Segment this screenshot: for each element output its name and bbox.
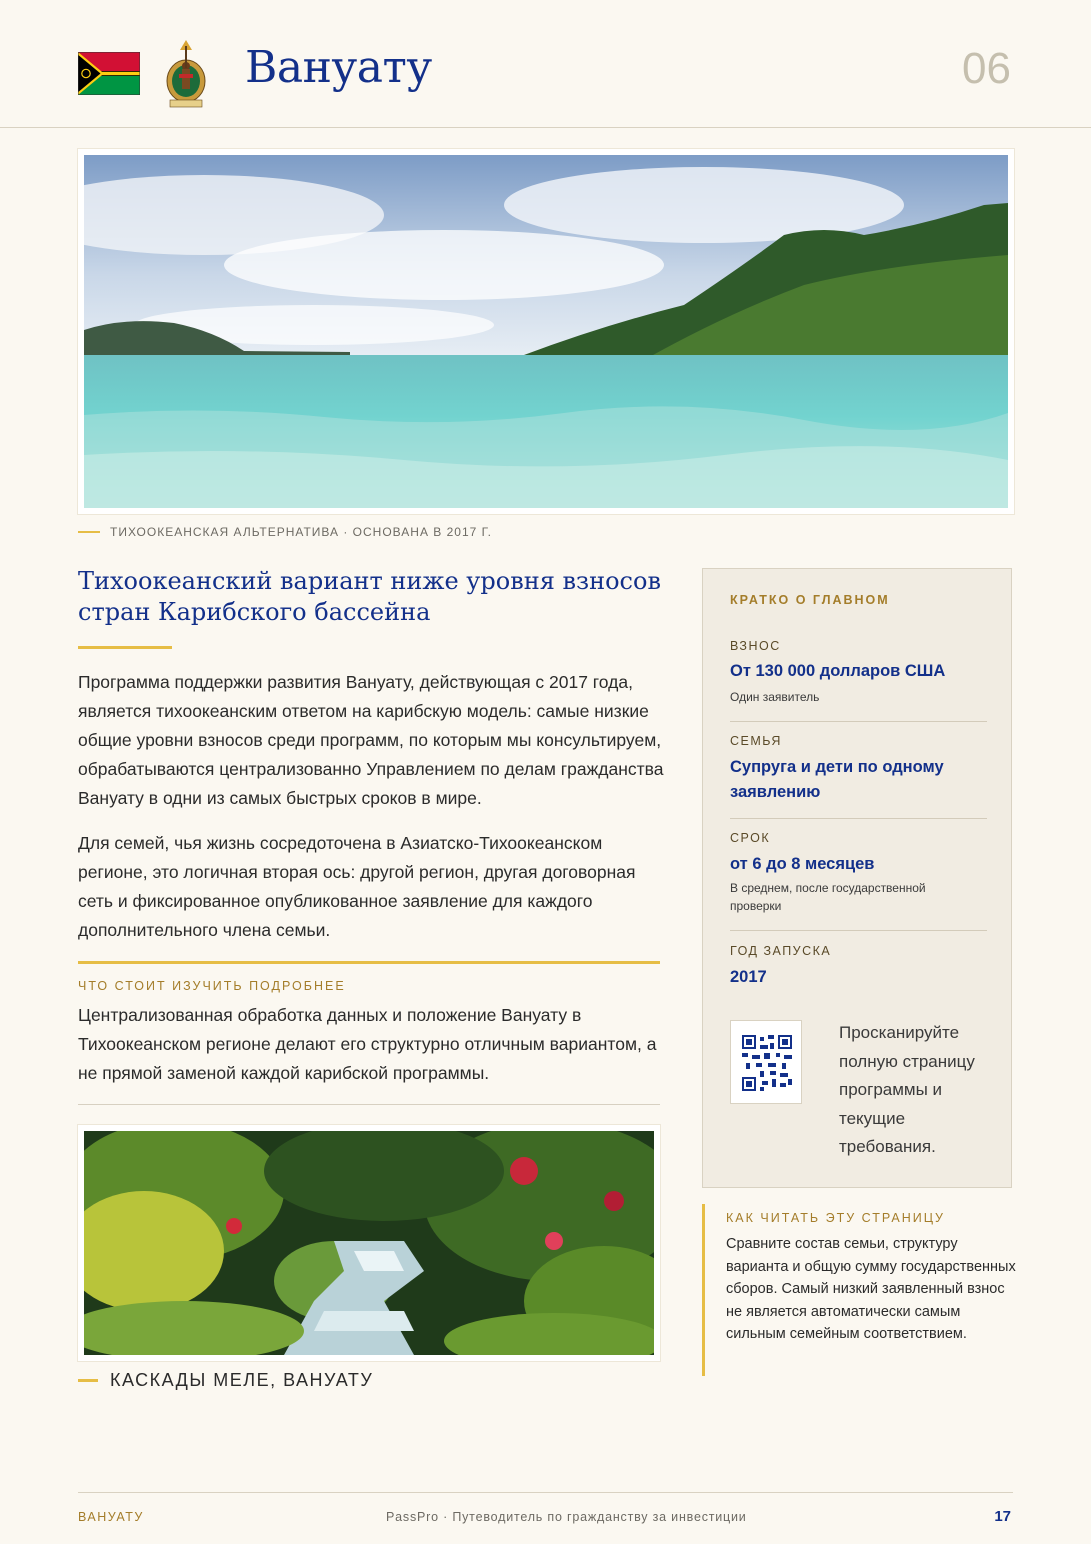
- section-divider: [78, 1104, 660, 1105]
- family-label: СЕМЬЯ: [730, 734, 782, 748]
- timeline-value: от 6 до 8 месяцев: [730, 855, 875, 873]
- mele-cascades-image: [84, 1131, 654, 1355]
- lagoon-image: [84, 155, 1008, 508]
- facts-divider: [730, 721, 987, 722]
- explore-label: ЧТО СТОИТ ИЗУЧИТЬ ПОДРОБНЕЕ: [78, 979, 346, 993]
- key-facts-title: КРАТКО О ГЛАВНОМ: [730, 593, 890, 607]
- footer-publication: PassPro · Путеводитель по гражданству за инвестиции: [386, 1510, 747, 1524]
- hero-caption: [78, 525, 492, 539]
- fee-value: От 130 000 долларов США: [730, 662, 946, 680]
- chapter-number: 06: [962, 44, 1011, 93]
- qr-instructions: Просканируйте полную страницу программы и текущие требования.: [839, 1023, 975, 1156]
- waterfall-photo: [78, 1125, 660, 1361]
- hero-photo: [78, 149, 1014, 514]
- waterfall-caption-text: КАСКАДЫ МЕЛЕ, ВАНУАТУ: [110, 1370, 374, 1390]
- timeline-label: СРОК: [730, 831, 771, 845]
- launch-label: ГОД ЗАПУСКА: [730, 944, 832, 958]
- footer-section: ВАНУАТУ: [78, 1510, 144, 1524]
- facts-divider: [730, 930, 987, 931]
- page-header: [0, 0, 1091, 128]
- launch-value: 2017: [730, 968, 767, 986]
- qr-code-icon: [742, 1035, 792, 1091]
- article-paragraph-1: Программа поддержки развития Вануату, действующая с 2017 года, является тихоокеанским ответом на карибскую модель: самые низкие общие уровни взносов среди программ, по которым мы консультируем, обрабатываются централизованно Управлением по делам гражданства Вануату в одни из самых быстрых сроков в мире.: [78, 672, 664, 808]
- caption-dash: [78, 531, 100, 533]
- explore-divider: [78, 961, 660, 964]
- article-headline: Тихоокеанский вариант ниже уровня взносов стран Карибского бассейна: [78, 567, 661, 626]
- family-value: Супруга и дети по одному заявлению: [730, 758, 944, 801]
- caption-dash: [78, 1379, 98, 1382]
- timeline-note: В среднем, после государственной проверки: [730, 881, 926, 913]
- article-paragraph-3: Централизованная обработка данных и положение Вануату в Тихоокеанском регионе делают его структурно отличным вариантом, а не прямой заменой каждой карибской программы.: [78, 1005, 657, 1083]
- qr-code[interactable]: [730, 1020, 802, 1104]
- waterfall-caption: [78, 1370, 373, 1391]
- article-paragraph-2: Для семей, чья жизнь сосредоточена в Азиатско-Тихоокеанском регионе, это логичная вторая ось: другой регион, другая договорная сеть и фиксированное опубликованное заявление для каждого дополнительного члена семьи.: [78, 833, 636, 940]
- fee-note: Один заявитель: [730, 690, 820, 704]
- footer-page-number: 17: [994, 1508, 1011, 1525]
- key-facts-panel: [702, 568, 1012, 1188]
- how-to-read-text: Сравните состав семьи, структуру варианта и общую сумму государственных сборов. Самый низкий заявленный взнос не является автоматически самым сильным семейным соответствием.: [726, 1236, 1016, 1342]
- footer-divider: [78, 1492, 1013, 1493]
- headline-underline: [78, 646, 172, 649]
- facts-divider: [730, 818, 987, 819]
- vanuatu-coat-of-arms-icon: [162, 38, 210, 110]
- vanuatu-flag-icon: [78, 52, 140, 95]
- fee-label: ВЗНОС: [730, 639, 781, 653]
- hero-caption-text: ТИХООКЕАНСКАЯ АЛЬТЕРНАТИВА · ОСНОВАНА В 2017 Г.: [110, 525, 493, 539]
- how-to-read-label: КАК ЧИТАТЬ ЭТУ СТРАНИЦУ: [726, 1211, 945, 1225]
- page-title: Вануату: [245, 42, 432, 93]
- how-to-read-box: [702, 1204, 1025, 1376]
